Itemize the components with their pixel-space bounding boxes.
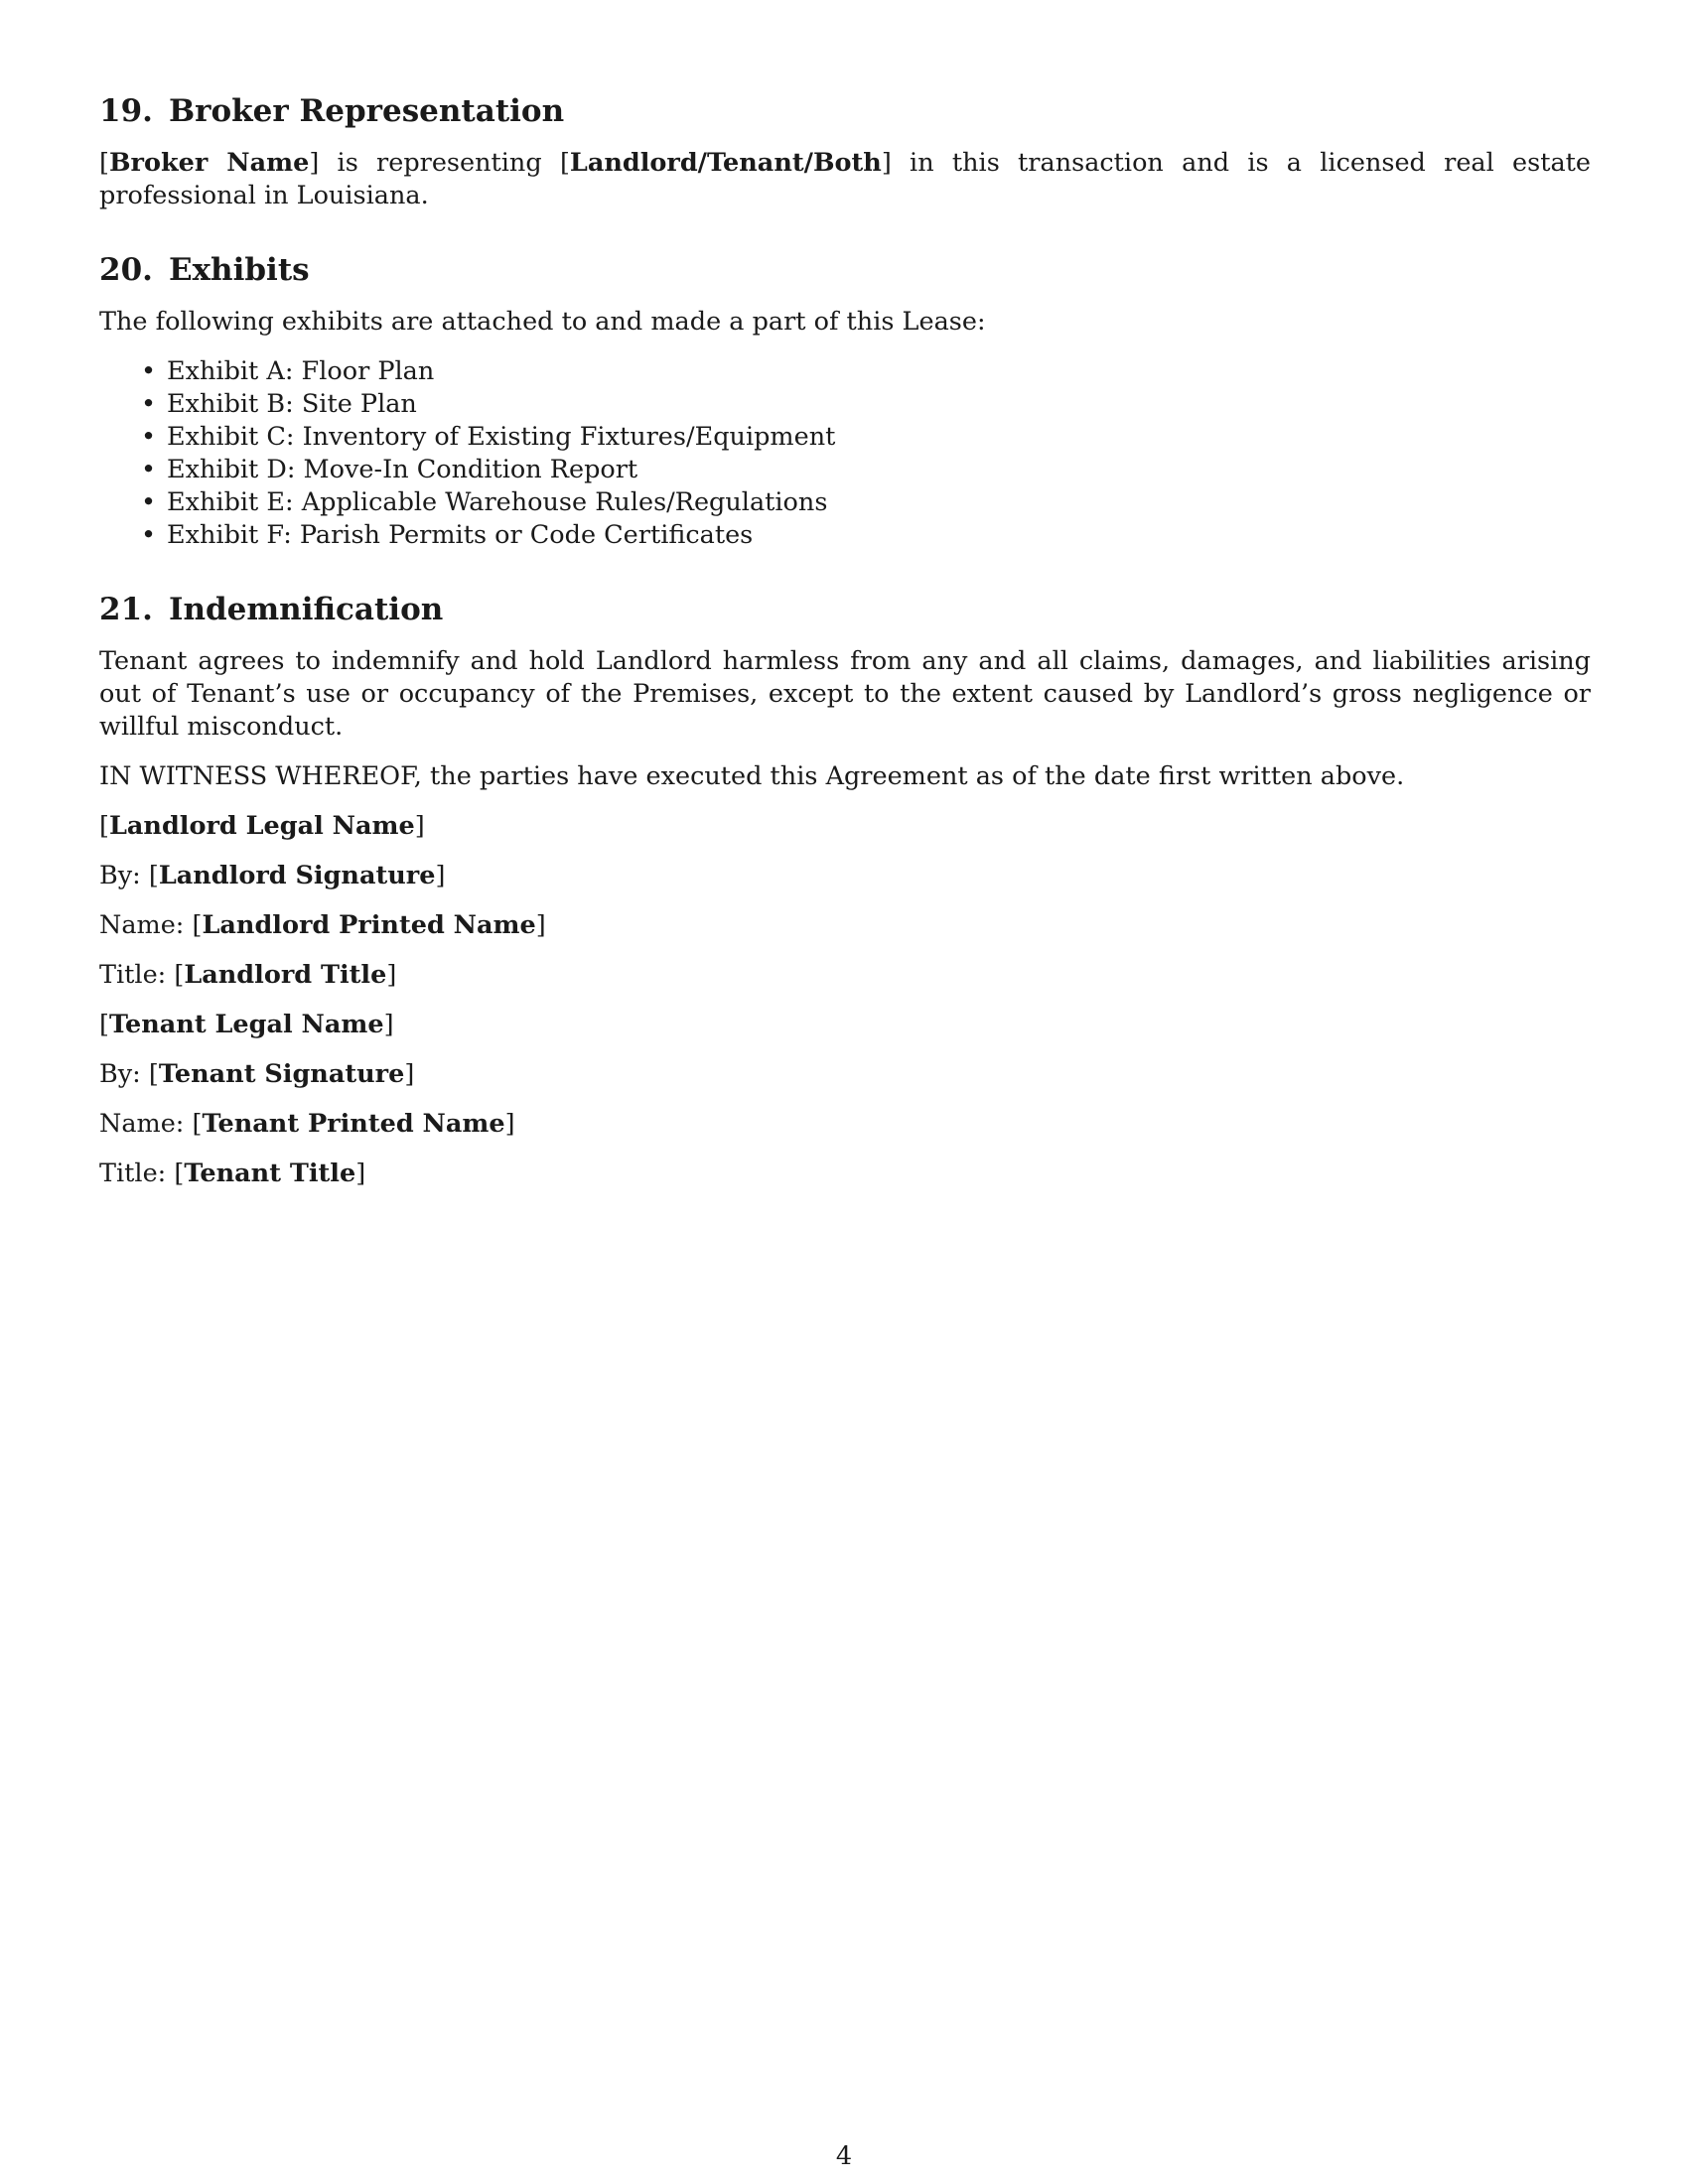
landlord-signature-placeholder: Landlord Signature bbox=[158, 861, 436, 890]
landlord-signature-block bbox=[99, 810, 1591, 992]
section-heading bbox=[99, 590, 1591, 629]
section-indemnification bbox=[99, 590, 1591, 793]
tenant-signature-placeholder: Tenant Signature bbox=[158, 1059, 405, 1089]
tenant-signature-block bbox=[99, 1009, 1591, 1190]
section-broker-representation bbox=[99, 91, 1591, 212]
section-title: Exhibits bbox=[168, 252, 310, 288]
bullet-icon: • bbox=[141, 520, 157, 550]
party-placeholder: Landlord/Tenant/Both bbox=[569, 148, 882, 178]
paragraph-text: in this transaction and is a licensed real estate professional in Louisiana. bbox=[99, 148, 1591, 210]
paragraph-text: is representing bbox=[319, 148, 560, 178]
landlord-title-line: Title: [Landlord Title] bbox=[99, 960, 397, 990]
list-item bbox=[99, 355, 1591, 388]
bullet-icon: • bbox=[141, 455, 157, 484]
landlord-title-placeholder: Landlord Title bbox=[184, 960, 387, 990]
by-label: By: bbox=[99, 1059, 141, 1089]
witness-clause: IN WITNESS WHEREOF, the parties have executed this Agreement as of the date first written above. bbox=[99, 761, 1405, 791]
page-number: 4 bbox=[835, 2141, 853, 2171]
landlord-printed-name-placeholder: Landlord Printed Name bbox=[202, 910, 536, 940]
tenant-legal-name-placeholder: Tenant Legal Name bbox=[108, 1010, 384, 1039]
exhibit-label: Exhibit E: Applicable Warehouse Rules/Regulations bbox=[167, 487, 828, 517]
landlord-legal-name-line: [Landlord Legal Name] bbox=[99, 811, 425, 841]
section-number: 21. bbox=[99, 592, 153, 627]
exhibit-label: Exhibit A: Floor Plan bbox=[167, 356, 435, 386]
title-label: Title: bbox=[99, 960, 167, 990]
list-item bbox=[99, 454, 1591, 486]
exhibit-label: Exhibit B: Site Plan bbox=[167, 389, 417, 419]
section-number: 19. bbox=[99, 93, 153, 129]
exhibit-list bbox=[99, 355, 1591, 552]
bullet-icon: • bbox=[141, 422, 157, 452]
title-label: Title: bbox=[99, 1159, 167, 1188]
section-title: Broker Representation bbox=[168, 93, 565, 129]
section-heading bbox=[99, 250, 1591, 290]
landlord-legal-name-placeholder: Landlord Legal Name bbox=[108, 811, 415, 841]
exhibits-intro: The following exhibits are attached to and made a part of this Lease: bbox=[99, 307, 986, 337]
broker-paragraph: [Broker Name] is representing [Landlord/Tenant/Both] in this transaction and is a licensed real estate professional in Louisiana. bbox=[99, 148, 1591, 210]
landlord-printed-name-line: Name: [Landlord Printed Name] bbox=[99, 910, 546, 940]
name-label: Name: bbox=[99, 910, 185, 940]
exhibit-label: Exhibit F: Parish Permits or Code Certificates bbox=[167, 520, 754, 550]
broker-name-placeholder: Broker Name bbox=[108, 148, 310, 178]
bullet-icon: • bbox=[141, 487, 157, 517]
exhibit-label: Exhibit D: Move-In Condition Report bbox=[167, 455, 638, 484]
exhibit-label: Exhibit C: Inventory of Existing Fixtures/Equipment bbox=[167, 422, 836, 452]
list-item bbox=[99, 486, 1591, 519]
section-exhibits bbox=[99, 250, 1591, 552]
list-item bbox=[99, 519, 1591, 552]
document-page bbox=[99, 91, 1591, 1207]
tenant-title-line: Title: [Tenant Title] bbox=[99, 1159, 366, 1188]
by-label: By: bbox=[99, 861, 141, 890]
tenant-signature-line: By: [Tenant Signature] bbox=[99, 1059, 415, 1089]
bullet-icon: • bbox=[141, 389, 157, 419]
tenant-printed-name-placeholder: Tenant Printed Name bbox=[202, 1109, 505, 1139]
section-title: Indemnification bbox=[168, 592, 444, 627]
indemnification-paragraph: Tenant agrees to indemnify and hold Landlord harmless from any and all claims, damages, and liabilities arising out of Tenant’s use or occupancy of the Premises, except to the extent caused by Landlord’s gross negligence or willful misconduct. bbox=[99, 646, 1591, 742]
section-number: 20. bbox=[99, 252, 153, 288]
tenant-legal-name-line: [Tenant Legal Name] bbox=[99, 1010, 394, 1039]
tenant-printed-name-line: Name: [Tenant Printed Name] bbox=[99, 1109, 515, 1139]
tenant-title-placeholder: Tenant Title bbox=[184, 1159, 356, 1188]
list-item bbox=[99, 421, 1591, 454]
list-item bbox=[99, 388, 1591, 421]
landlord-signature-line: By: [Landlord Signature] bbox=[99, 861, 446, 890]
name-label: Name: bbox=[99, 1109, 185, 1139]
section-heading bbox=[99, 91, 1591, 131]
bullet-icon: • bbox=[141, 356, 157, 386]
